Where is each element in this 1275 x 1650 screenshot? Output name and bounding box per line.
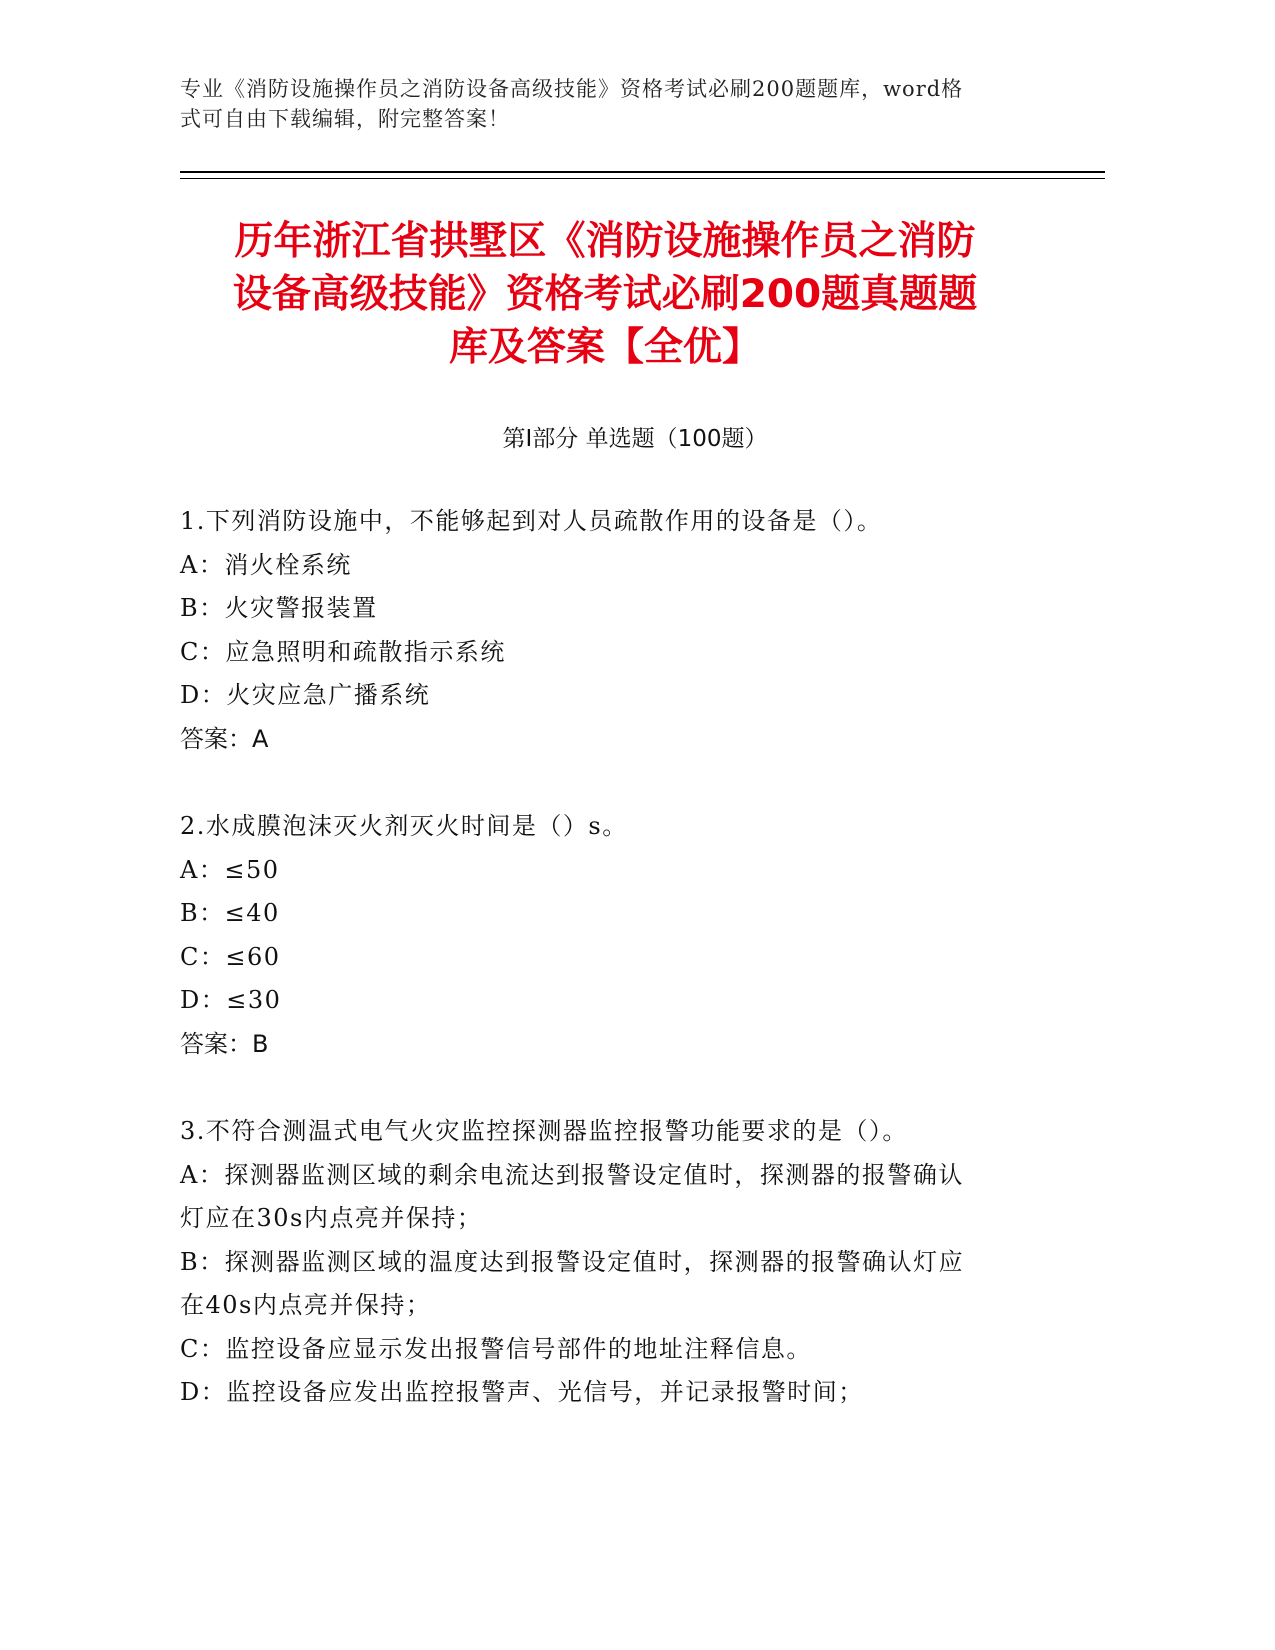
option-a xyxy=(180,1154,1040,1241)
option-a: A：≤50 xyxy=(180,855,280,884)
answer: 答案：B xyxy=(180,1029,269,1058)
section-title: 第Ⅰ部分 单选题（100题） xyxy=(502,426,768,452)
option-c: C：监控设备应显示发出报警信号部件的地址注释信息。 xyxy=(180,1334,812,1363)
document-title xyxy=(150,215,1060,374)
option-d: D：监控设备应发出监控报警声、光信号，并记录报警时间； xyxy=(180,1378,864,1406)
option-a-line: 灯应在30s内点亮并保持； xyxy=(180,1204,483,1232)
option-b: B：≤40 xyxy=(180,899,280,927)
question-3 xyxy=(180,1110,1040,1415)
question-list xyxy=(180,500,1040,1459)
option-d: D：≤30 xyxy=(180,986,282,1014)
option-b: B：火灾警报装置 xyxy=(180,594,378,622)
option-b xyxy=(180,1241,1040,1328)
document-title-line: 历年浙江省拱墅区《消防设施操作员之消防 xyxy=(234,219,976,264)
option-a-line: A：探测器监测区域的剩余电流达到报警设定值时，探测器的报警确认 xyxy=(180,1160,964,1189)
option-b-line: B：探测器监测区域的温度达到报警设定值时，探测器的报警确认灯应 xyxy=(180,1247,965,1276)
question-2 xyxy=(180,805,1040,1066)
header-note xyxy=(180,74,1060,134)
header-note-line: 专业《消防设施操作员之消防设备高级技能》资格考试必刷200题题库，word格 xyxy=(180,77,964,101)
option-a: A：消火栓系统 xyxy=(180,550,352,579)
option-c: C：应急照明和疏散指示系统 xyxy=(180,637,506,666)
answer: 答案：A xyxy=(180,724,269,753)
question-1 xyxy=(180,500,1040,761)
question-stem: 1.下列消防设施中，不能够起到对人员疏散作用的设备是（）。 xyxy=(180,507,883,535)
option-b-line: 在40s内点亮并保持； xyxy=(180,1291,432,1319)
header-note-line: 式可自由下载编辑，附完整答案！ xyxy=(180,107,510,131)
document-title-line: 设备高级技能》资格考试必刷200题真题题 xyxy=(232,272,978,317)
option-c: C：≤60 xyxy=(180,942,281,971)
header-divider-thin xyxy=(180,178,1105,179)
question-stem: 2.水成膜泡沫灭火剂灭火时间是（）s。 xyxy=(180,812,628,840)
question-stem: 3.不符合测温式电气火灾监控探测器监控报警功能要求的是（）。 xyxy=(180,1117,908,1145)
header-divider-thick xyxy=(180,171,1105,173)
option-d: D：火灾应急广播系统 xyxy=(180,681,431,709)
document-title-line: 库及答案【全优】 xyxy=(448,325,761,370)
